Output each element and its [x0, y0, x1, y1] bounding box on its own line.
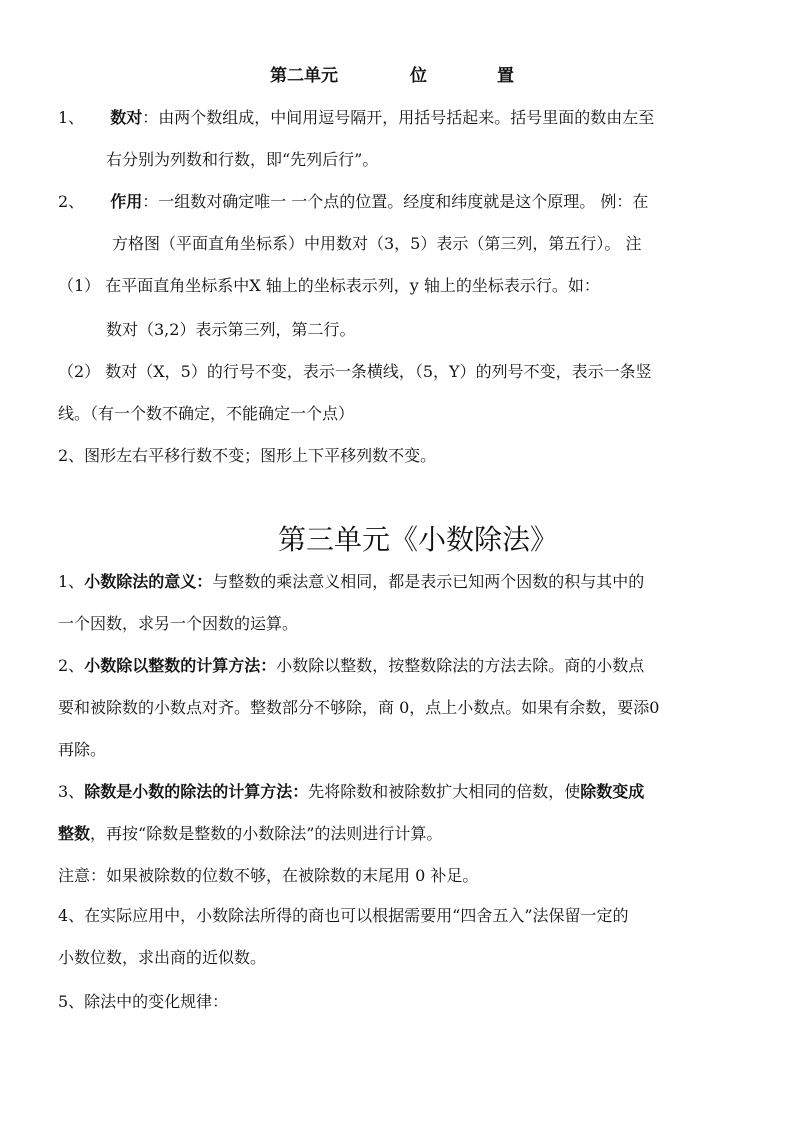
unit2-item1-term: 数对 [110, 108, 143, 127]
unit2-item2-number: 2、 [58, 192, 85, 211]
unit3-p2-line1 [58, 656, 644, 676]
unit2-note2-line2: 线。（有一个数不确定，不能确定一个点） [58, 404, 355, 423]
unit3-p3-text1a: 先将除数和被除数扩大相同的倍数，使 [308, 782, 581, 801]
unit3-p2-term: 小数除以整数的计算方法： [84, 656, 277, 675]
unit2-item1-number: 1、 [58, 108, 85, 127]
unit3-p1-line2: 一个因数，求另一个因数的运算。 [58, 614, 299, 633]
unit2-item2-term: 作用 [110, 192, 143, 211]
unit3-p3-line1 [58, 782, 644, 802]
unit2-item1-line1 [58, 108, 654, 128]
unit2-note1-line2: 数对（3,2）表示第三列，第二行。 [106, 320, 356, 339]
unit3-title: 第三单元《小数除法》 [278, 523, 559, 556]
unit2-title-part3: 置 [497, 66, 514, 86]
unit2-item2-text1: ：一组数对确定唯一 一个点的位置。经度和纬度就是这个原理。 例：在 [142, 192, 649, 211]
unit2-title-part1: 第二单元 [270, 66, 338, 86]
unit2-title-part2: 位 [410, 66, 427, 86]
unit3-p3-emphasis2: 整数 [58, 824, 91, 843]
unit3-p2-text1: 小数除以整数，按整数除法的方法去除。商的小数点 [276, 656, 645, 675]
unit3-p4-line1: 4、在实际应用中，小数除法所得的商也可以根据需要用“四舍五入”法保留一定的 [58, 906, 629, 925]
unit2-note2-line1: （2） 数对（X，5）的行号不变，表示一条横线，（5，Y）的列号不变，表示一条竖 [58, 362, 652, 381]
unit3-p1-text1: 与整数的乘法意义相同，都是表示已知两个因数的积与其中的 [212, 572, 645, 591]
unit2-item3: 2、图形左右平移行数不变；图形上下平移列数不变。 [58, 446, 437, 465]
unit2-note1-line1: （1） 在平面直角坐标系中X 轴上的坐标表示列，y 轴上的坐标表示行。如： [58, 276, 600, 295]
unit3-p3-line2 [58, 824, 442, 844]
unit3-p3-emphasis1: 除数变成 [580, 782, 645, 801]
unit2-item2-line2: 方格图（平面直角坐标系）中用数对（3，5）表示（第三列，第五行）。 注 [112, 234, 642, 253]
unit3-p2-line2: 要和被除数的小数点对齐。整数部分不够除，商 0，点上小数点。如果有余数，要添0 [58, 698, 660, 717]
unit2-item2-line1 [58, 192, 648, 212]
unit3-note: 注意：如果被除数的位数不够，在被除数的末尾用 0 补足。 [58, 866, 479, 885]
unit2-item1-text1: ：由两个数组成，中间用逗号隔开，用括号括起来。括号里面的数由左至 [142, 108, 655, 127]
unit3-p3-text2b: ，再按“除数是整数的小数除法”的法则进行计算。 [90, 824, 443, 843]
unit3-p4-line2: 小数位数，求出商的近似数。 [58, 948, 267, 967]
unit3-p3-number: 3、 [58, 782, 85, 801]
unit3-p1-number: 1、 [58, 572, 85, 591]
unit3-p2-number: 2、 [58, 656, 85, 675]
unit3-p3-term: 除数是小数的除法的计算方法： [84, 782, 309, 801]
unit3-p1-term: 小数除法的意义： [84, 572, 213, 591]
unit2-title [270, 66, 514, 86]
unit3-p1-line1 [58, 572, 644, 592]
unit3-p2-line3: 再除。 [58, 740, 107, 759]
unit2-item1-line2: 右分别为列数和行数，即“先列后行”。 [106, 150, 379, 169]
unit3-p5: 5、除法中的变化规律： [58, 992, 229, 1011]
